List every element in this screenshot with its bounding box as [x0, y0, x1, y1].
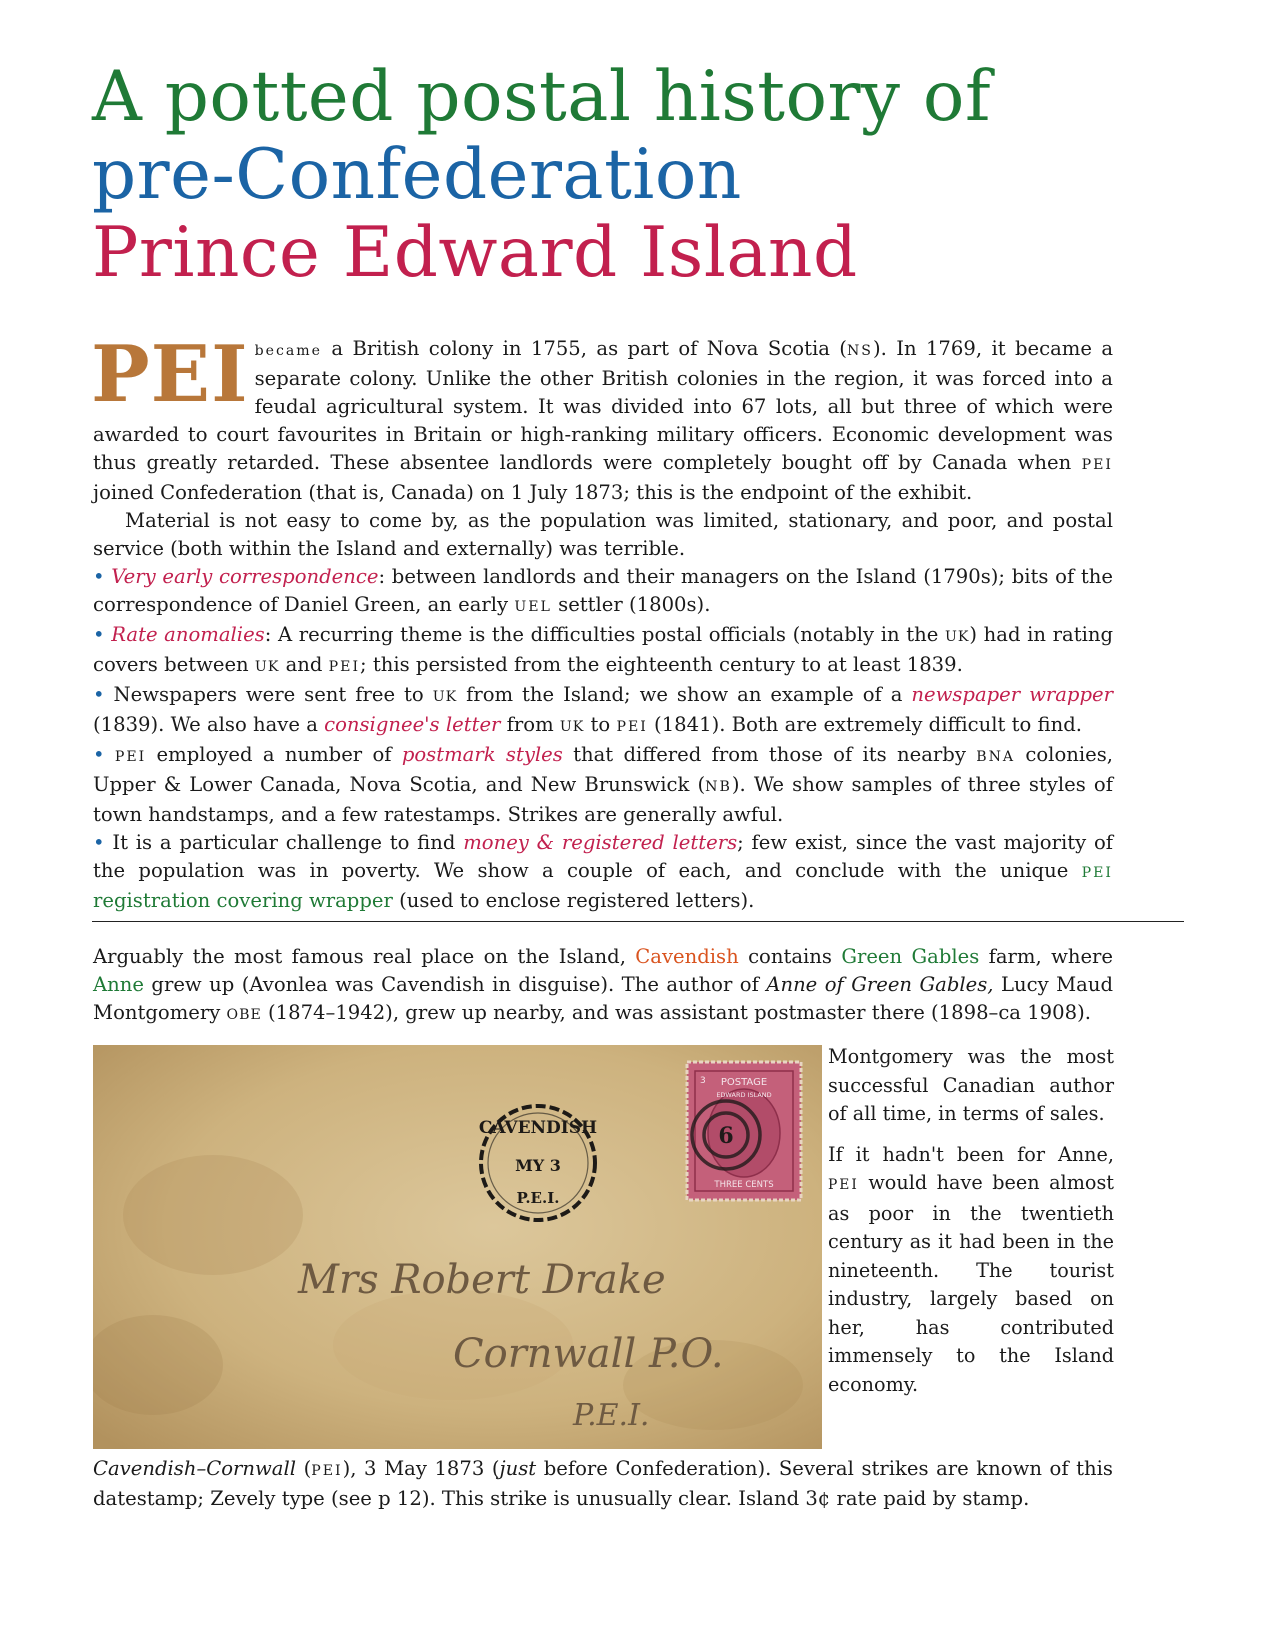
svg-text:P.E.I.: P.E.I. [573, 1398, 650, 1433]
svg-text:Mrs Robert Drake: Mrs Robert Drake [298, 1257, 666, 1303]
bullet-icon: • [93, 623, 105, 646]
page-title [92, 58, 991, 292]
svg-text:MY 3: MY 3 [515, 1156, 561, 1175]
svg-text:CAVENDISH: CAVENDISH [478, 1118, 598, 1138]
sidebar-paragraph-1: Montgomery was the most successful Canadian author of all time, in terms of sales. [828, 1045, 1114, 1125]
title-line-3: Prince Edward Island [92, 213, 858, 293]
bullet-money-registered: • It is a particular challenge to find money & registered letters; few exist, since the vast majority of the population was in poverty. We show a couple of each, and conclude with the unique PEI registration covering wrapper (used to enclose registered letters). [93, 831, 1113, 912]
bullet-icon: • [93, 565, 105, 588]
bullet-early-correspondence: • Very early correspondence: between landlords and their managers on the Island (1790s); bits of the correspondence of Daniel Green, an early UEL settler (1800s). [93, 565, 1113, 616]
svg-text:P.E.I.: P.E.I. [516, 1189, 560, 1207]
bullet-rate-anomalies: • Rate anomalies: A recurring theme is the difficulties postal officials (notably in the UK) had in rating covers between UK and PEI; this persisted from the eighteenth century to at least 1839. [93, 623, 1113, 676]
montgomery-sidebar [828, 1043, 1114, 1411]
bullet-postmark-styles: • PEI employed a number of postmark styles that differed from those of its nearby BNA colonies, Upper & Lower Canada, Nova Scotia, and New Brunswick (NB). We show samples of three styles of town handstamps, and a few ratestamps. Strikes are generally awful. [93, 743, 1114, 826]
cover-image [93, 1045, 822, 1449]
intro-paragraph-1: PEI became a British colony in 1755, as part of Nova Scotia (NS). In 1769, it became a separate colony. Unlike the other British colonies in the region, it was forced into a feudal agricultural system. It was divided into 67 lots, all but three of which were awarded to court favourites in Britain or high-ranking military officers. Economic development was thus greatly retarded. These absentee landlords were completely bought off by Canada when PEI joined Confederation (that is, Canada) on 1 July 1873; this is the endpoint of the exhibit. [91, 329, 1114, 504]
title-line-1: A potted postal history of [92, 57, 992, 137]
intro-paragraph-2: Material is not easy to come by, as the population was limited, stationary, and poor, and postal service (both within the Island and externally) was terrible. [93, 509, 1113, 560]
title-line-2: pre-Confederation [92, 135, 742, 215]
svg-text:POSTAGE: POSTAGE [720, 1077, 768, 1088]
bullet-newspapers: • Newspapers were sent free to UK from the Island; we show an example of a newspaper wrapper (1839). We also have a consignee's letter from UK to PEI (1841). Both are extremely difficult to find. [93, 683, 1113, 736]
bullet-icon: • [93, 683, 105, 706]
sidebar-paragraph-2: If it hadn't been for Anne, PEI would have been almost as poor in the twentieth century as it had been in the nineteenth. The tourist industry, largely based on her, has contributed immensely to the Island economy. [828, 1142, 1114, 1396]
svg-text:6: 6 [718, 1123, 734, 1149]
cover-caption: Cavendish–Cornwall (PEI), 3 May 1873 (just before Confederation). Several strikes are known of this datestamp; Zevely type (see p 12). This strike is unusually clear. Island 3¢ rate paid by stamp. [93, 1457, 1113, 1510]
svg-text:3: 3 [700, 1076, 706, 1086]
section-divider [92, 921, 1184, 922]
bullet-icon: • [93, 831, 105, 854]
small-caps-became: became [254, 343, 323, 359]
drop-cap: PEI [91, 329, 249, 420]
svg-text:EDWARD ISLAND: EDWARD ISLAND [716, 1091, 772, 1099]
bullet-icon: • [93, 743, 105, 766]
svg-text:Cornwall P.O.: Cornwall P.O. [453, 1331, 724, 1377]
svg-text:THREE CENTS: THREE CENTS [714, 1180, 774, 1190]
intro-section [91, 329, 1114, 915]
cavendish-paragraph: Arguably the most famous real place on the Island, Cavendish contains Green Gables farm, where Anne grew up (Avonlea was Cavendish in disguise). The author of Anne of Green Gables, Lucy Maud Montgomery OBE (1874–1942), grew up nearby, and was assistant postmaster there (1898–ca 1908). [93, 945, 1114, 1024]
